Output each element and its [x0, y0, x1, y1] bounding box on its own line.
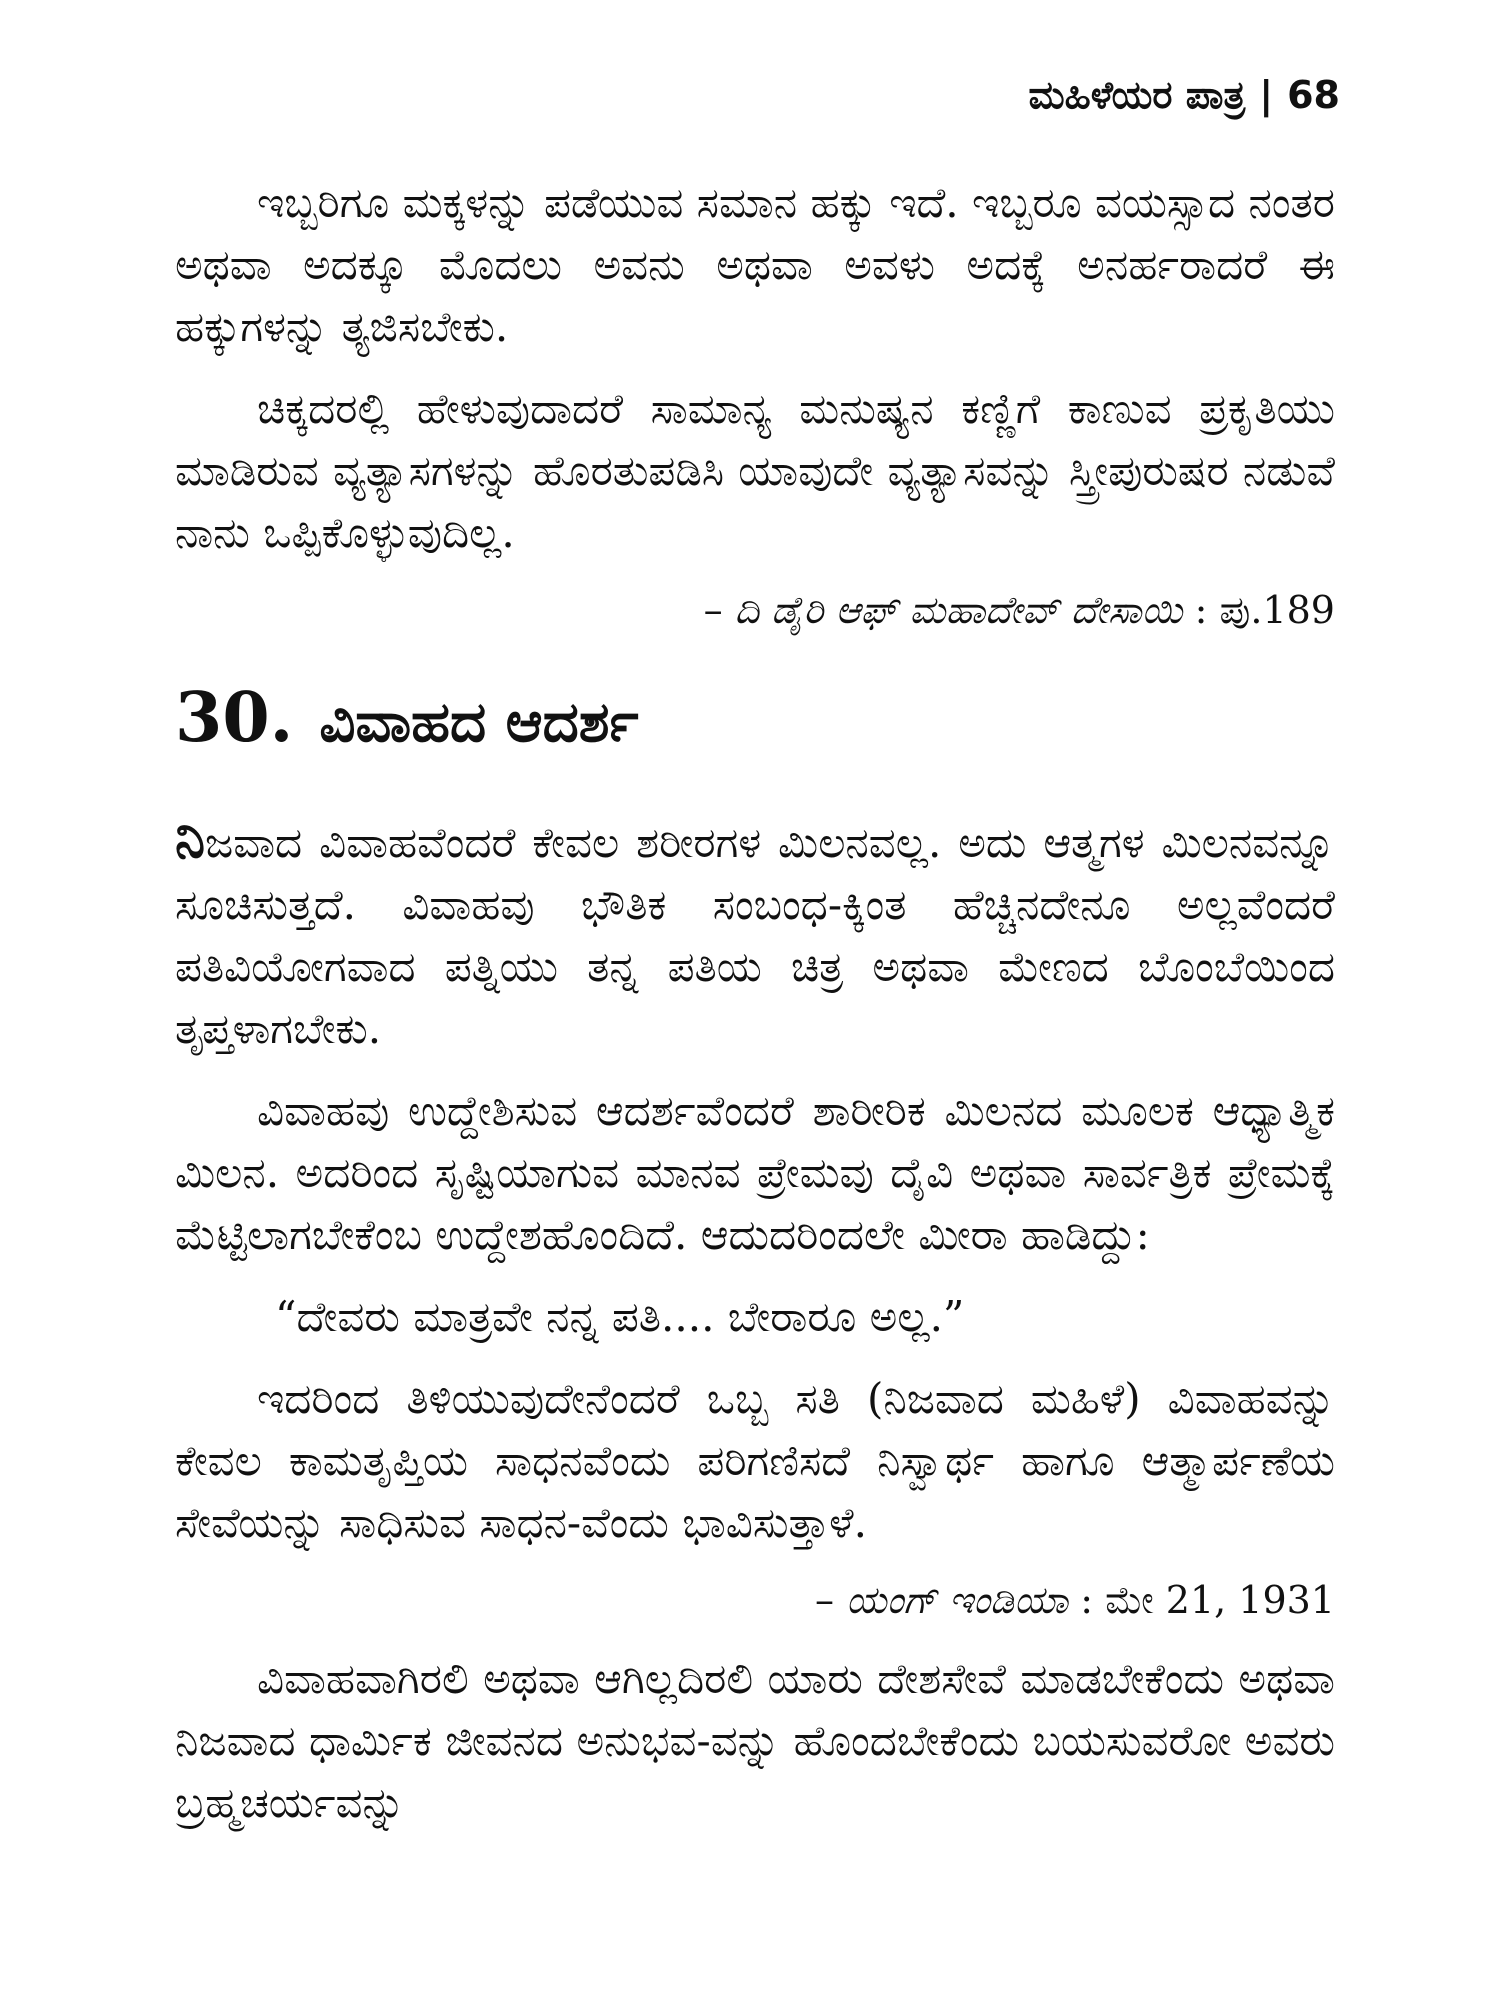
paragraph-3: ಇದರಿಂದ ತಿಳಿಯುವುದೇನೆಂದರೆ ಒಬ್ಬ ಸತಿ (ನಿಜವಾದ ಮಹಿಳೆ) ವಿವಾಹವನ್ನು ಕೇವಲ ಕಾಮತೃಪ್ತಿಯ ಸಾಧನವೆಂದು ಪರಿಗಣಿಸದೆ ನಿಸ್ವಾರ್ಥ ಹಾಗೂ ಆತ್ಮಾರ್ಪಣೆಯ ಸೇವೆಯನ್ನು ಸಾಧಿಸುವ ಸಾಧನ-ವೆಂದು ಭಾವಿಸುತ್ತಾಳೆ. [175, 1374, 1335, 1547]
quotation: “ದೇವರು ಮಾತ್ರವೇ ನನ್ನ ಪತಿ.... ಬೇರಾರೂ ಅಲ್ಲ.” [275, 1292, 965, 1341]
paragraph-prev-2: ಚಿಕ್ಕದರಲ್ಲಿ ಹೇಳುವುದಾದರೆ ಸಾಮಾನ್ಯ ಮನುಷ್ಯನ ಕಣ್ಣಿಗೆ ಕಾಣುವ ಪ್ರಕೃತಿಯು ಮಾಡಿರುವ ವ್ಯತ್ಯಾಸಗಳನ್ನು ಹೊರತುಪಡಿಸಿ ಯಾವುದೇ ವ್ಯತ್ಯಾಸವನ್ನು ಸ್ತ್ರೀಪುರುಷರ ನಡುವೆ ನಾನು ಒಪ್ಪಿಕೊಳ್ಳುವುದಿಲ್ಲ. [175, 384, 1335, 557]
paragraph-1-text: ಜವಾದ ವಿವಾಹವೆಂದರೆ ಕೇವಲ ಶರೀರಗಳ ಮಿಲನವಲ್ಲ. ಅದು ಆತ್ಮಗಳ ಮಿಲನವನ್ನೂ ಸೂಚಿಸುತ್ತದೆ. ವಿವಾಹವು ಭೌತಿಕ ಸಂಬಂಧ-ಕ್ಕಿಂತ ಹೆಚ್ಚಿನದೇನೂ ಅಲ್ಲವೆಂದರೆ ಪತಿವಿಯೋಗವಾದ ಪತ್ನಿಯು ತನ್ನ ಪತಿಯ ಚಿತ್ರ ಅಥವಾ ಮೇಣದ ಬೊಂಬೆಯಿಂದ ತೃಪ್ತಳಾಗಬೇಕು. [175, 818, 1335, 1053]
chapter-title: ವಿವಾಹದ ಆದರ್ಶ [319, 690, 639, 755]
citation-dash: – [814, 1578, 834, 1622]
citation-prev [175, 582, 1335, 638]
running-title: ಮಹಿಳೆಯರ ಪಾತ್ರ [1028, 73, 1246, 117]
paragraph-prev-1: ಇಬ್ಬರಿಗೂ ಮಕ್ಕಳನ್ನು ಪಡೆಯುವ ಸಮಾನ ಹಕ್ಕು ಇದೆ. ಇಬ್ಬರೂ ವಯಸ್ಸಾದ ನಂತರ ಅಥವಾ ಅದಕ್ಕೂ ಮೊದಲು ಅವನು ಅಥವಾ ಅವಳು ಅದಕ್ಕೆ ಅನರ್ಹರಾದರೆ ಈ ಹಕ್ಕುಗಳನ್ನು ತ್ಯಜಿಸಬೇಕು. [175, 178, 1335, 351]
paragraph-4: ವಿವಾಹವಾಗಿರಲಿ ಅಥವಾ ಆಗಿಲ್ಲದಿರಲಿ ಯಾರು ದೇಶಸೇವೆ ಮಾಡಬೇಕೆಂದು ಅಥವಾ ನಿಜವಾದ ಧಾರ್ಮಿಕ ಜೀವನದ ಅನುಭವ-ವನ್ನು ಹೊಂದಬೇಕೆಂದು ಬಯಸುವರೋ ಅವರು ಬ್ರಹ್ಮಚರ್ಯವನ್ನು [175, 1654, 1335, 1827]
header-separator: | [1259, 73, 1274, 117]
drop-cap: ನಿ [175, 806, 206, 870]
chapter-number: 30. [175, 678, 294, 758]
citation-ref: : ಮೇ 21, 1931 [1080, 1578, 1335, 1622]
citation-source: ಯಂಗ್ ಇಂಡಿಯಾ [846, 1578, 1069, 1622]
running-header [1028, 70, 1340, 120]
chapter-heading [175, 678, 1335, 763]
paragraph-1 [175, 807, 1335, 1060]
citation-ref: : ಪು.189 [1194, 588, 1335, 632]
citation-source: ದಿ ಡೈರಿ ಆಫ್ ಮಹಾದೇವ್ ದೇಸಾಯಿ [734, 588, 1183, 632]
citation-chapter [175, 1572, 1335, 1628]
citation-dash: – [703, 588, 723, 632]
page-number: 68 [1287, 73, 1340, 117]
paragraph-2: ವಿವಾಹವು ಉದ್ದೇಶಿಸುವ ಆದರ್ಶವೆಂದರೆ ಶಾರೀರಿಕ ಮಿಲನದ ಮೂಲಕ ಆಧ್ಯಾತ್ಮಿಕ ಮಿಲನ. ಅದರಿಂದ ಸೃಷ್ಟಿಯಾಗುವ ಮಾನವ ಪ್ರೇಮವು ದೈವಿ ಅಥವಾ ಸಾರ್ವತ್ರಿಕ ಪ್ರೇಮಕ್ಕೆ ಮೆಟ್ಟಿಲಾಗಬೇಕೆಂಬ ಉದ್ದೇಶಹೊಂದಿದೆ. ಆದುದರಿಂದಲೇ ಮೀರಾ ಹಾಡಿದ್ದು: [175, 1086, 1335, 1259]
page-body [175, 172, 1335, 1834]
